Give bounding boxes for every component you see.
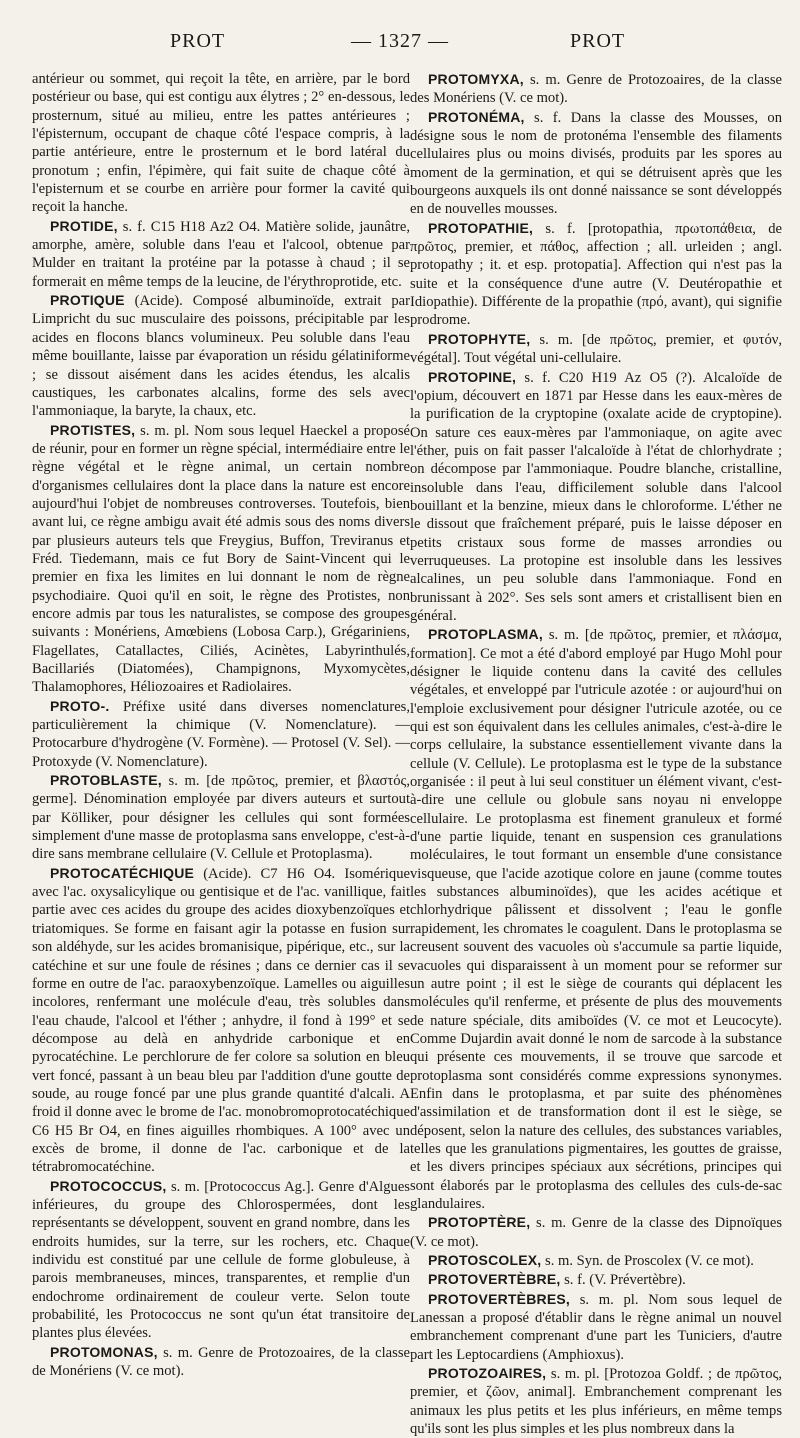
entry-definition: s. m. Genre de Protozoaires, de la classe de Monériens (V. ce mot).	[32, 1344, 410, 1380]
entry-definition: s. m. [de πρῶτος, premier, et φυτόν, végétal]. Tout végétal uni-cellulaire.	[410, 331, 782, 367]
dictionary-entry	[410, 1213, 782, 1251]
entry-headword: PROTOCOCCUS,	[50, 1177, 167, 1194]
dictionary-entry	[32, 217, 410, 291]
dictionary-entry	[32, 697, 410, 771]
entry-definition: s. f. [protopathia, πρωτοπάθεια, de πρῶτος, premier, et πάθος, affection ; all. urleiden ; angl. protopathy ; it. et esp. protopatia]. Affection qui n'est pas la suite et la conséquence d'une autre (V. Deutéropathie et Idiopathie). Différente de la propathie (πρό, avant), qui signifie prodrome.	[410, 220, 782, 329]
entry-headword: PROTOZOAIRES,	[428, 1365, 547, 1382]
dictionary-entry	[32, 1343, 410, 1381]
entry-headword: PROTOPHYTE,	[428, 330, 531, 347]
entry-definition: s. f. Dans la classe des Mousses, on désigne sous le nom de protonéma l'ensemble des filaments cellulaires plus ou moins divisés, produits par les spores au moment de la germination, et qui se détruisent après que les bourgeons auxquels ils ont donné naissance se sont développés en de nouvelles mousses.	[410, 109, 782, 218]
entry-definition: s. m. Syn. de Proscolex (V. ce mot).	[541, 1253, 754, 1269]
entry-headword: PROTOCATÉCHIQUE	[50, 864, 195, 881]
dictionary-entry	[410, 1251, 782, 1270]
entry-headword: PROTONÉMA,	[428, 108, 525, 125]
dictionary-entry	[32, 421, 410, 697]
entry-headword: PROTOPTÈRE,	[428, 1214, 531, 1231]
dictionary-entry	[410, 330, 782, 368]
dictionary-entry	[410, 1290, 782, 1364]
dictionary-entry	[410, 368, 782, 626]
entry-definition: Préfixe usité dans diverses nomenclatures, particulièrement la chimique (V. Nomenclature). — Protocarbure d'hydrogène (V. Formène). — Protosel (V. Sel). — Protoxyde (V. Nomenclature).	[32, 698, 410, 770]
dictionary-entry	[410, 1270, 782, 1289]
header-right-guideword: PROT	[570, 30, 626, 52]
entry-definition: s. m. [Protococcus Ag.]. Genre d'Algues inférieures, du groupe des Chlorospermées, dont les représentants se développent, souvent en grand nombre, dans les endroits humides, sur la terre, sur les rochers, etc. Chaque individu est constitué par une cellule de forme globuleuse, à parois membraneuses, minces, transparentes, et remplie d'un endochrome ordinairement de couleur verte. Selon toute probabilité, les Protococcus ne sont qu'un état transitoire de plantes plus élevées.	[32, 1178, 410, 1342]
entry-definition: s. f. C15 H18 Az2 O4. Matière solide, jaunâtre, amorphe, amère, soluble dans l'eau et l'alcool, obtenue par Mulder en traitant la protéine par la potasse à chaud ; il se formerait en même temps de la leucine, de l'érythroprotide, etc.	[32, 218, 410, 290]
entry-headword: PROTO-.	[50, 697, 110, 714]
entry-headword: PROTOVERTÈBRES,	[428, 1290, 570, 1307]
dictionary-entry	[410, 108, 782, 219]
dictionary-entry	[410, 625, 782, 1213]
dictionary-entry	[32, 771, 410, 864]
entry-headword: PROTOVERTÈBRE,	[428, 1271, 561, 1288]
header-left-guideword: PROT	[170, 30, 226, 52]
dictionary-entry	[410, 70, 782, 108]
dictionary-entry	[410, 219, 782, 330]
entry-headword: PROTIQUE	[50, 292, 125, 309]
entry-headword: PROTOSCOLEX,	[428, 1252, 542, 1268]
entry-headword: PROTOMONAS,	[50, 1343, 158, 1360]
entry-definition: (Acide). Composé albuminoïde, extrait par Limpricht du suc musculaire des poissons, précipitable par les acides en flocons blancs volumineux. Peu soluble dans l'eau même bouillante, laisse par évaporation un résidu gélatiniforme ; se dissout aisément dans les acides étendus, les alcalis caustiques, les carbonates alcalins, forme des sels avec l'ammoniaque, la baryte, la chaux, etc.	[32, 293, 410, 420]
entry-definition: s. m. pl. [Protozoa Goldf. ; de πρῶτος, premier, et ζῶον, animal]. Embranchement comprenant les animaux les plus petits et les plus inférieurs, en même temps qu'ils sont les plus simples et les plus nombreux dans la	[410, 1366, 782, 1438]
page-number: — 1327 —	[351, 30, 449, 52]
entry-headword: PROTOPATHIE,	[428, 219, 534, 236]
dictionary-entry	[410, 1364, 782, 1438]
entry-definition: s. m. pl. Nom sous lequel de Lanessan a proposé d'établir dans le règne animal un nouvel embranchement comprenant d'une part les Tuniciers, d'autre part les Leptocardiens (Amphioxus).	[410, 1291, 782, 1363]
entry-definition: s. m. Genre de Protozoaires, de la classe des Monériens (V. ce mot).	[410, 72, 782, 107]
entry-definition: s. f. C20 H19 Az O5 (?). Alcaloïde de l'opium, découvert en 1871 par Hesse dans les eaux-mères de la purification de la cryptopine (oxalate acide de cryptopine). On sature ces eaux-mères par l'ammoniaque, on agite avec l'éther, puis on fait passer l'alcaloïde à l'état de chlorhydrate ; on décompose par l'ammoniaque. Poudre blanche, cristalline, insoluble dans l'eau, difficilement soluble dans l'alcool bouillant et la benzine, mieux dans le chloroforme. L'éther ne le dissout que fraîchement préparé, puis le laisse déposer en petits cristaux sous forme de masses arrondies ou verruqueuses. La protopine est insoluble dans les lessives alcalines, un peu soluble dans l'ammoniaque. Fond en brunissant à 202°. Ses sels sont amers et cristallisent bien en général.	[410, 369, 782, 624]
entry-definition: s. m. Genre de la classe des Dipnoïques (V. ce mot).	[410, 1215, 782, 1250]
entry-headword: PROTIDE,	[50, 217, 118, 234]
entry-definition: s. m. pl. Nom sous lequel Haeckel a proposé de réunir, pour en former un règne spécial, intermédiaire entre le règne végétal et le règne animal, un certain nombre d'organismes cellulaires dont la place dans la nature est encore aujourd'hui l'objet de nombreuses controverses. Toutefois, bien avant lui, ce règne ambigu avait été admis sous des noms divers par plusieurs auteurs tels que Freygius, Buffon, Treviranus et Fréd. Tiedemann, mais ce fut Bory de Saint-Vincent qui le premier en fixa les limites en lui donnant le nom de règne psychodiaire. Quoi qu'il en soit, le règne des Protistes, non encore admis par tous les naturalistes, se compose des groupes suivants : Monériens, Amœbiens (Lobosa Carp.), Grégariniens, Flagellates, Catallactes, Ciliés, Acinètes, Labyrinthulés, Bacillariés (Diatomées), Champignons, Myxomycètes, Thalamophores, Héliozoaires et Radiolaires.	[32, 422, 410, 696]
entry-headword: PROTOPINE,	[428, 368, 517, 385]
entry-continuation: antérieur ou sommet, qui reçoit la tête, en arrière, par le bord postérieur ou base, qui est contigu aux élytres ; 2° en-dessous, le prosternum, situé au milieu, entre les pattes antérieures ; l'épisternum, occupant de chaque côté l'espace compris, à la partie antérieure, entre le prosternum et le bord latéral du pronotum ; enfin, l'épimère, qui fait suite de chaque côté à l'episternum et se courbe en arrière pour former la cavité qui reçoit la hanche.	[32, 71, 410, 216]
entry-headword: PROTOPLASMA,	[428, 626, 543, 643]
entry-definition: (Acide). C7 H6 O4. Isomérique avec l'ac. oxysalicylique ou gentisique et de l'ac. vanillique, fait partie avec ces acides du groupe des acides dioxybenzoïques et triatomiques. Se forme en faisant agir la potasse en fusion sur son aldéhyde, sur les acides bromanisique, pipérique, etc., sur la catéchine et sur une foule de résines ; dans ce dernier cas il se forme en outre de l'ac. paraoxybenzoïque. Lamelles ou aiguilles incolores, renfermant une molécule d'eau, très solubles dans l'eau chaude, l'alcool et l'éther ; anhydre, il fond à 199° et se décompose au delà en anhydride carbonique et en pyrocatéchine. Le perchlorure de fer colore sa solution en bleu vert foncé, passant à un beau bleu par l'addition d'une goutte de soude, au rouge foncé par une plus grande quantité d'alcali. A froid il donne avec le brome de l'ac. monobromoprotocatéchique C6 H5 Br O4, en fines aiguilles rhombiques. A 100° avec un excès de brome, il donne de l'ac. carbonique et de la tétrabromocatéchine.	[32, 865, 410, 1176]
left-column	[32, 70, 410, 1380]
entry-definition: s. f. (V. Prévertèbre).	[560, 1272, 686, 1289]
entry-headword: PROTOBLASTE,	[50, 772, 162, 789]
entry-definition: s. m. [de πρῶτος, premier, et βλαστός, germe]. Dénomination employée par divers auteurs et surtout par Kölliker, pour désigner les cellules qui sont formées simplement d'une masse de protoplasma sans enveloppe, c'est-à-dire sans membrane cellulaire (V. Cellule et Protoplasma).	[32, 773, 410, 863]
right-column	[410, 70, 782, 1438]
entry-headword: PROTISTES,	[50, 421, 136, 438]
entry-headword: PROTOMYXA,	[428, 71, 524, 87]
dictionary-entry	[32, 864, 410, 1177]
dictionary-entry	[32, 1177, 410, 1343]
entry-definition: s. m. [de πρῶτος, premier, et πλάσμα, formation]. Ce mot a été d'abord employé par Hugo Mohl pour désigner le liquide contenu dans la cavité des cellules végétales, et enveloppé par l'utricule azotée : or aujourd'hui on l'emploie exclusivement pour désigner l'utricule azotée, ou ce qui est son équivalent dans les cellules animales, c'est-à-dire le corps cellulaire, la substance essentiellement vivante dans la cellule (V. Cellule). Le protoplasma est le type de la substance organisée : il peut à lui seul constituer un élément vivant, c'est-à-dire une cellule ou globule sans noyau ni enveloppe cellulaire. Le protoplasma est finement granuleux et formé d'une partie liquide, tenant en suspension ces granulations moléculaires, le tout formant un ensemble d'une consistance visqueuse, que l'acide azotique colore en jaune (comme toutes les substances albuminoïdes), que les acides acétique et chlorhydrique pâlissent et dissolvent ; l'eau le gonfle rapidement, les chromates le coagulent. Dans le protoplasma se creusent souvent des vacuoles où s'accumule sa partie liquide, vacuoles qui disparaissent à un moment pour se reformer sur un autre point ; il est le siège de courants qui déplacent les molécules qu'il renferme, et présente de plus des mouvements de nature spéciale, dits amiboïdes (V. ce mot et Leucocyte). Comme Dujardin avait donné le nom de sarcode à la substance qui présente ces mouvements, il se trouve que sarcode et protoplasma sont considérés comme expressions synonymes. Enfin dans le protoplasma, et par suite des phénomènes d'assimilation et de transformation dont il est le siège, se déposent, selon la nature des cellules, des substances variables, telles que les granulations pigmentaires, les gouttes de graisse, et les divers principes spéciaux aux sécrétions, principes qui sont élaborés par le protoplasma des cellules des culs-de-sac glandulaires.	[410, 627, 782, 1212]
running-header	[0, 30, 800, 60]
dictionary-entry	[32, 291, 410, 420]
